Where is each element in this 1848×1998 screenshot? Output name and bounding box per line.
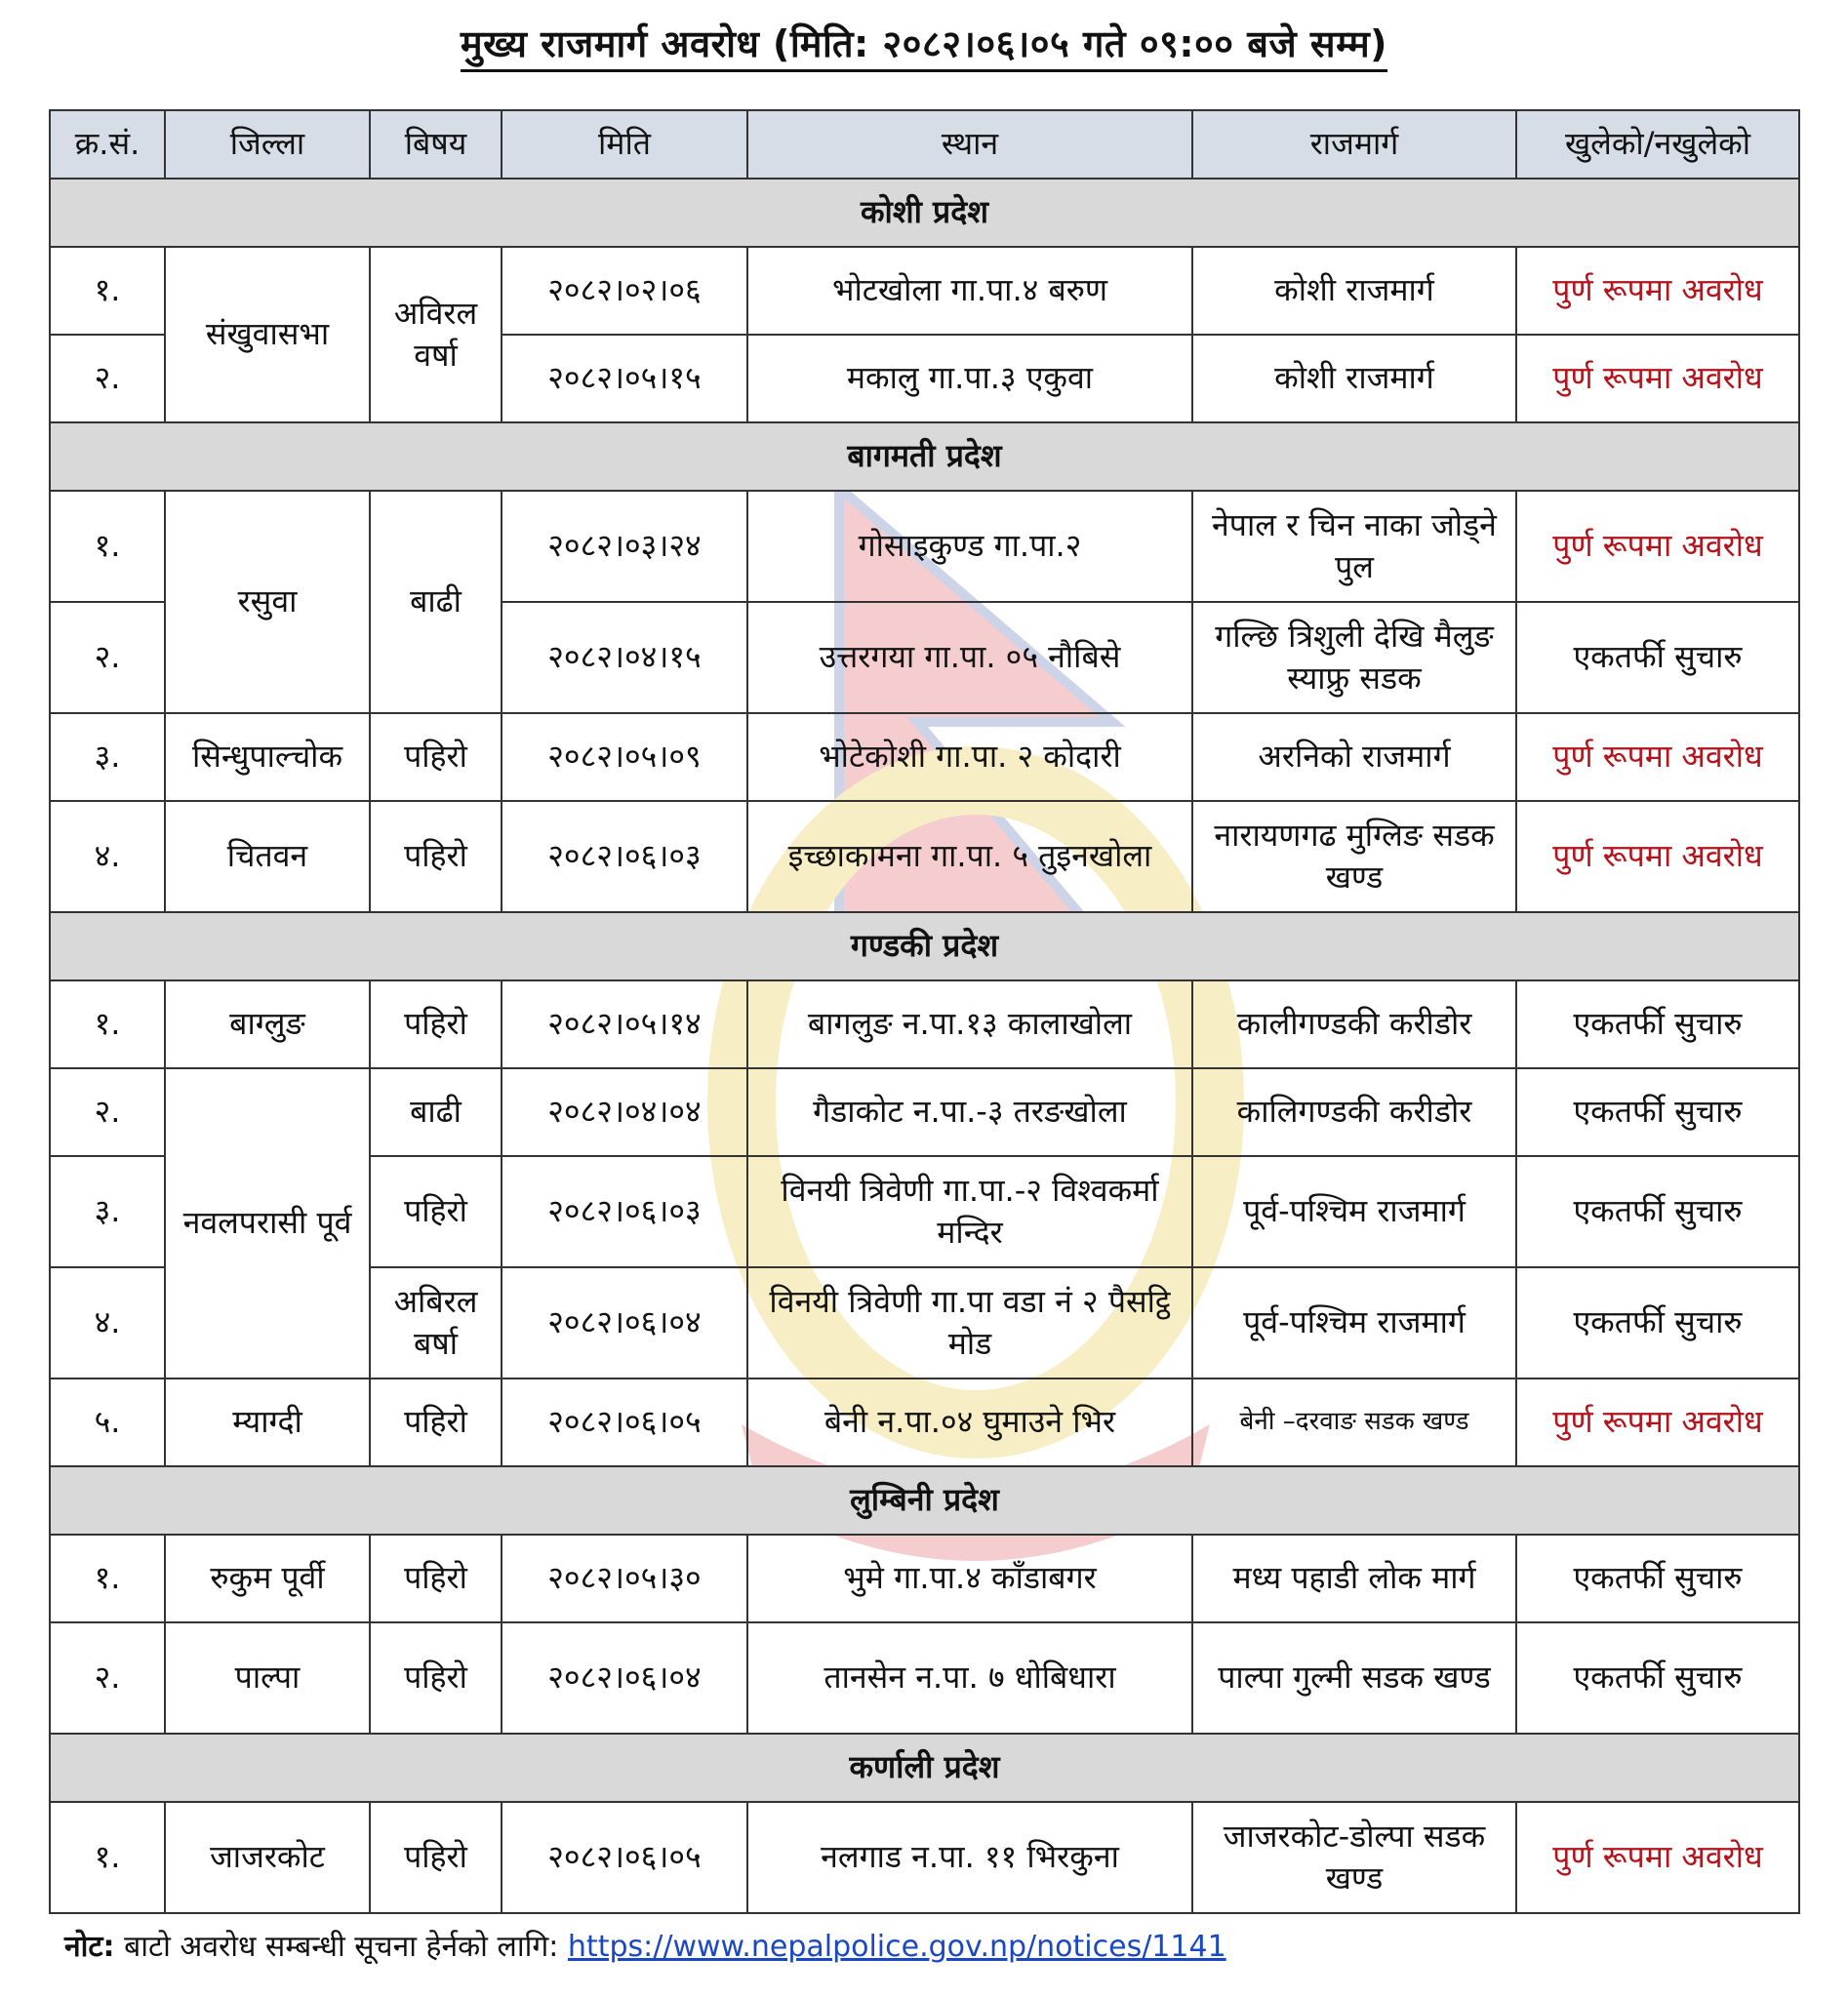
province-row-gandaki: गण्डकी प्रदेश bbox=[50, 912, 1799, 980]
cell-place: तानसेन न.पा. ७ धोबिधारा bbox=[747, 1622, 1192, 1734]
cell-sn: १. bbox=[50, 980, 165, 1068]
cell-district: चितवन bbox=[165, 801, 370, 912]
cell-status: एकतर्फी सुचारु bbox=[1516, 1156, 1799, 1267]
table-row bbox=[50, 1622, 1799, 1734]
cell-status: पुर्ण रूपमा अवरोध bbox=[1516, 491, 1799, 602]
cell-district: संखुवासभा bbox=[165, 247, 370, 422]
cell-subject: पहिरो bbox=[370, 801, 502, 912]
cell-highway: मध्य पहाडी लोक मार्ग bbox=[1192, 1535, 1516, 1622]
cell-place: नलगाड न.पा. ११ भिरकुना bbox=[747, 1802, 1192, 1913]
cell-place: भोटेकोशी गा.पा. २ कोदारी bbox=[747, 713, 1192, 801]
cell-sn: ५. bbox=[50, 1379, 165, 1466]
cell-district: म्याग्दी bbox=[165, 1379, 370, 1466]
cell-date: २०८२।०६।०४ bbox=[502, 1267, 747, 1379]
province-row-koshi: कोशी प्रदेश bbox=[50, 179, 1799, 247]
cell-highway: नेपाल र चिन नाका जोड्ने पुल bbox=[1192, 491, 1516, 602]
cell-subject: पहिरो bbox=[370, 1156, 502, 1267]
cell-sn: ४. bbox=[50, 1267, 165, 1379]
cell-place: उत्तरगया गा.पा. ०५ नौबिसे bbox=[747, 602, 1192, 713]
table-row bbox=[50, 1535, 1799, 1622]
cell-date: २०८२।०५।१४ bbox=[502, 980, 747, 1068]
header-subject: बिषय bbox=[370, 110, 502, 179]
province-row-karnali: कर्णाली प्रदेश bbox=[50, 1734, 1799, 1802]
cell-date: २०८२।०६।०३ bbox=[502, 1156, 747, 1267]
cell-status: एकतर्फी सुचारु bbox=[1516, 602, 1799, 713]
header-status: खुलेको/नखुलेको bbox=[1516, 110, 1799, 179]
cell-place: बेनी न.पा.०४ घुमाउने भिर bbox=[747, 1379, 1192, 1466]
cell-subject: पहिरो bbox=[370, 1535, 502, 1622]
cell-sn: २. bbox=[50, 602, 165, 713]
cell-date: २०८२।०३।२४ bbox=[502, 491, 747, 602]
cell-district: सिन्धुपाल्चोक bbox=[165, 713, 370, 801]
cell-status: एकतर्फी सुचारु bbox=[1516, 1068, 1799, 1156]
cell-district: नवलपरासी पूर्व bbox=[165, 1068, 370, 1379]
cell-sn: १. bbox=[50, 247, 165, 335]
province-row-lumbini: लुम्बिनी प्रदेश bbox=[50, 1466, 1799, 1535]
table-row bbox=[50, 1068, 1799, 1156]
cell-subject: बाढी bbox=[370, 1068, 502, 1156]
cell-highway: नारायणगढ मुग्लिङ सडक खण्ड bbox=[1192, 801, 1516, 912]
table-row bbox=[50, 713, 1799, 801]
table-row bbox=[50, 1802, 1799, 1913]
cell-date: २०८२।०५।०९ bbox=[502, 713, 747, 801]
page-title: मुख्य राजमार्ग अवरोध (मिति: २०८२।०६।०५ गते ०९:०० बजे सम्म) bbox=[0, 18, 1848, 68]
cell-status: पुर्ण रूपमा अवरोध bbox=[1516, 801, 1799, 912]
cell-district: रसुवा bbox=[165, 491, 370, 713]
cell-place: मकालु गा.पा.३ एकुवा bbox=[747, 335, 1192, 422]
cell-highway: पूर्व-पश्चिम राजमार्ग bbox=[1192, 1156, 1516, 1267]
cell-status: पुर्ण रूपमा अवरोध bbox=[1516, 1802, 1799, 1913]
province-row-bagmati: बागमती प्रदेश bbox=[50, 422, 1799, 491]
cell-highway: कोशी राजमार्ग bbox=[1192, 247, 1516, 335]
cell-place: भोटखोला गा.पा.४ बरुण bbox=[747, 247, 1192, 335]
cell-highway: गल्छि त्रिशुली देखि मैलुङ स्याफ्रु सडक bbox=[1192, 602, 1516, 713]
cell-highway: बेनी –दरवाङ सडक खण्ड bbox=[1192, 1379, 1516, 1466]
cell-sn: २. bbox=[50, 1622, 165, 1734]
cell-date: २०८२।०६।०३ bbox=[502, 801, 747, 912]
cell-place: गैडाकोट न.पा.-३ तरङखोला bbox=[747, 1068, 1192, 1156]
notice-link[interactable]: https://www.nepalpolice.gov.np/notices/1141 bbox=[567, 1930, 1226, 1964]
cell-subject: पहिरो bbox=[370, 713, 502, 801]
cell-sn: १. bbox=[50, 491, 165, 602]
cell-highway: पूर्व-पश्चिम राजमार्ग bbox=[1192, 1267, 1516, 1379]
cell-highway: जाजरकोट-डोल्पा सडक खण्ड bbox=[1192, 1802, 1516, 1913]
cell-highway: कोशी राजमार्ग bbox=[1192, 335, 1516, 422]
cell-subject: पहिरो bbox=[370, 980, 502, 1068]
cell-status: पुर्ण रूपमा अवरोध bbox=[1516, 335, 1799, 422]
cell-place: इच्छाकामना गा.पा. ५ तुइनखोला bbox=[747, 801, 1192, 912]
cell-status: एकतर्फी सुचारु bbox=[1516, 1535, 1799, 1622]
header-row bbox=[50, 110, 1799, 179]
cell-date: २०८२।०५।१५ bbox=[502, 335, 747, 422]
cell-sn: १. bbox=[50, 1535, 165, 1622]
cell-date: २०८२।०६।०५ bbox=[502, 1802, 747, 1913]
cell-subject: पहिरो bbox=[370, 1622, 502, 1734]
cell-status: एकतर्फी सुचारु bbox=[1516, 1267, 1799, 1379]
table-row bbox=[50, 801, 1799, 912]
cell-place: गोसाइकुण्ड गा.पा.२ bbox=[747, 491, 1192, 602]
cell-date: २०८२।०२।०६ bbox=[502, 247, 747, 335]
cell-district: जाजरकोट bbox=[165, 1802, 370, 1913]
cell-sn: २. bbox=[50, 335, 165, 422]
cell-subject: पहिरो bbox=[370, 1802, 502, 1913]
header-highway: राजमार्ग bbox=[1192, 110, 1516, 179]
cell-status: पुर्ण रूपमा अवरोध bbox=[1516, 713, 1799, 801]
cell-date: २०८२।०६।०५ bbox=[502, 1379, 747, 1466]
cell-status: पुर्ण रूपमा अवरोध bbox=[1516, 1379, 1799, 1466]
cell-status: एकतर्फी सुचारु bbox=[1516, 1622, 1799, 1734]
cell-highway: अरनिको राजमार्ग bbox=[1192, 713, 1516, 801]
cell-highway: कालीगण्डकी करीडोर bbox=[1192, 980, 1516, 1068]
footer-note bbox=[64, 1925, 1226, 1965]
cell-place: भुमे गा.पा.४ काँडाबगर bbox=[747, 1535, 1192, 1622]
cell-subject: अबिरल बर्षा bbox=[370, 1267, 502, 1379]
cell-date: २०८२।०४।०४ bbox=[502, 1068, 747, 1156]
cell-highway: कालिगण्डकी करीडोर bbox=[1192, 1068, 1516, 1156]
cell-district: रुकुम पूर्वी bbox=[165, 1535, 370, 1622]
cell-subject: बाढी bbox=[370, 491, 502, 713]
cell-status: पुर्ण रूपमा अवरोध bbox=[1516, 247, 1799, 335]
cell-place: विनयी त्रिवेणी गा.पा.-२ विश्वकर्मा मन्दिर bbox=[747, 1156, 1192, 1267]
cell-date: २०८२।०६।०४ bbox=[502, 1622, 747, 1734]
cell-sn: ४. bbox=[50, 801, 165, 912]
cell-district: पाल्पा bbox=[165, 1622, 370, 1734]
cell-status: एकतर्फी सुचारु bbox=[1516, 980, 1799, 1068]
table-row bbox=[50, 491, 1799, 602]
note-text: बाटो अवरोध सम्बन्धी सूचना हेर्नको लागि: bbox=[124, 1930, 559, 1964]
table-row bbox=[50, 1379, 1799, 1466]
cell-date: २०८२।०५।३० bbox=[502, 1535, 747, 1622]
highway-obstruction-table bbox=[49, 109, 1800, 1914]
cell-sn: ३. bbox=[50, 713, 165, 801]
cell-sn: ३. bbox=[50, 1156, 165, 1267]
header-sn: क्र.सं. bbox=[50, 110, 165, 179]
cell-sn: २. bbox=[50, 1068, 165, 1156]
cell-district: बाग्लुङ bbox=[165, 980, 370, 1068]
note-label: नोट: bbox=[64, 1930, 115, 1964]
table-row bbox=[50, 980, 1799, 1068]
table-row bbox=[50, 247, 1799, 335]
cell-date: २०८२।०४।१५ bbox=[502, 602, 747, 713]
header-place: स्थान bbox=[747, 110, 1192, 179]
header-district: जिल्ला bbox=[165, 110, 370, 179]
cell-subject: अविरल वर्षा bbox=[370, 247, 502, 422]
cell-subject: पहिरो bbox=[370, 1379, 502, 1466]
cell-place: बागलुङ न.पा.१३ कालाखोला bbox=[747, 980, 1192, 1068]
cell-sn: १. bbox=[50, 1802, 165, 1913]
header-date: मिति bbox=[502, 110, 747, 179]
cell-place: विनयी त्रिवेणी गा.पा वडा नं २ पैसट्ठि मोड bbox=[747, 1267, 1192, 1379]
cell-highway: पाल्पा गुल्मी सडक खण्ड bbox=[1192, 1622, 1516, 1734]
